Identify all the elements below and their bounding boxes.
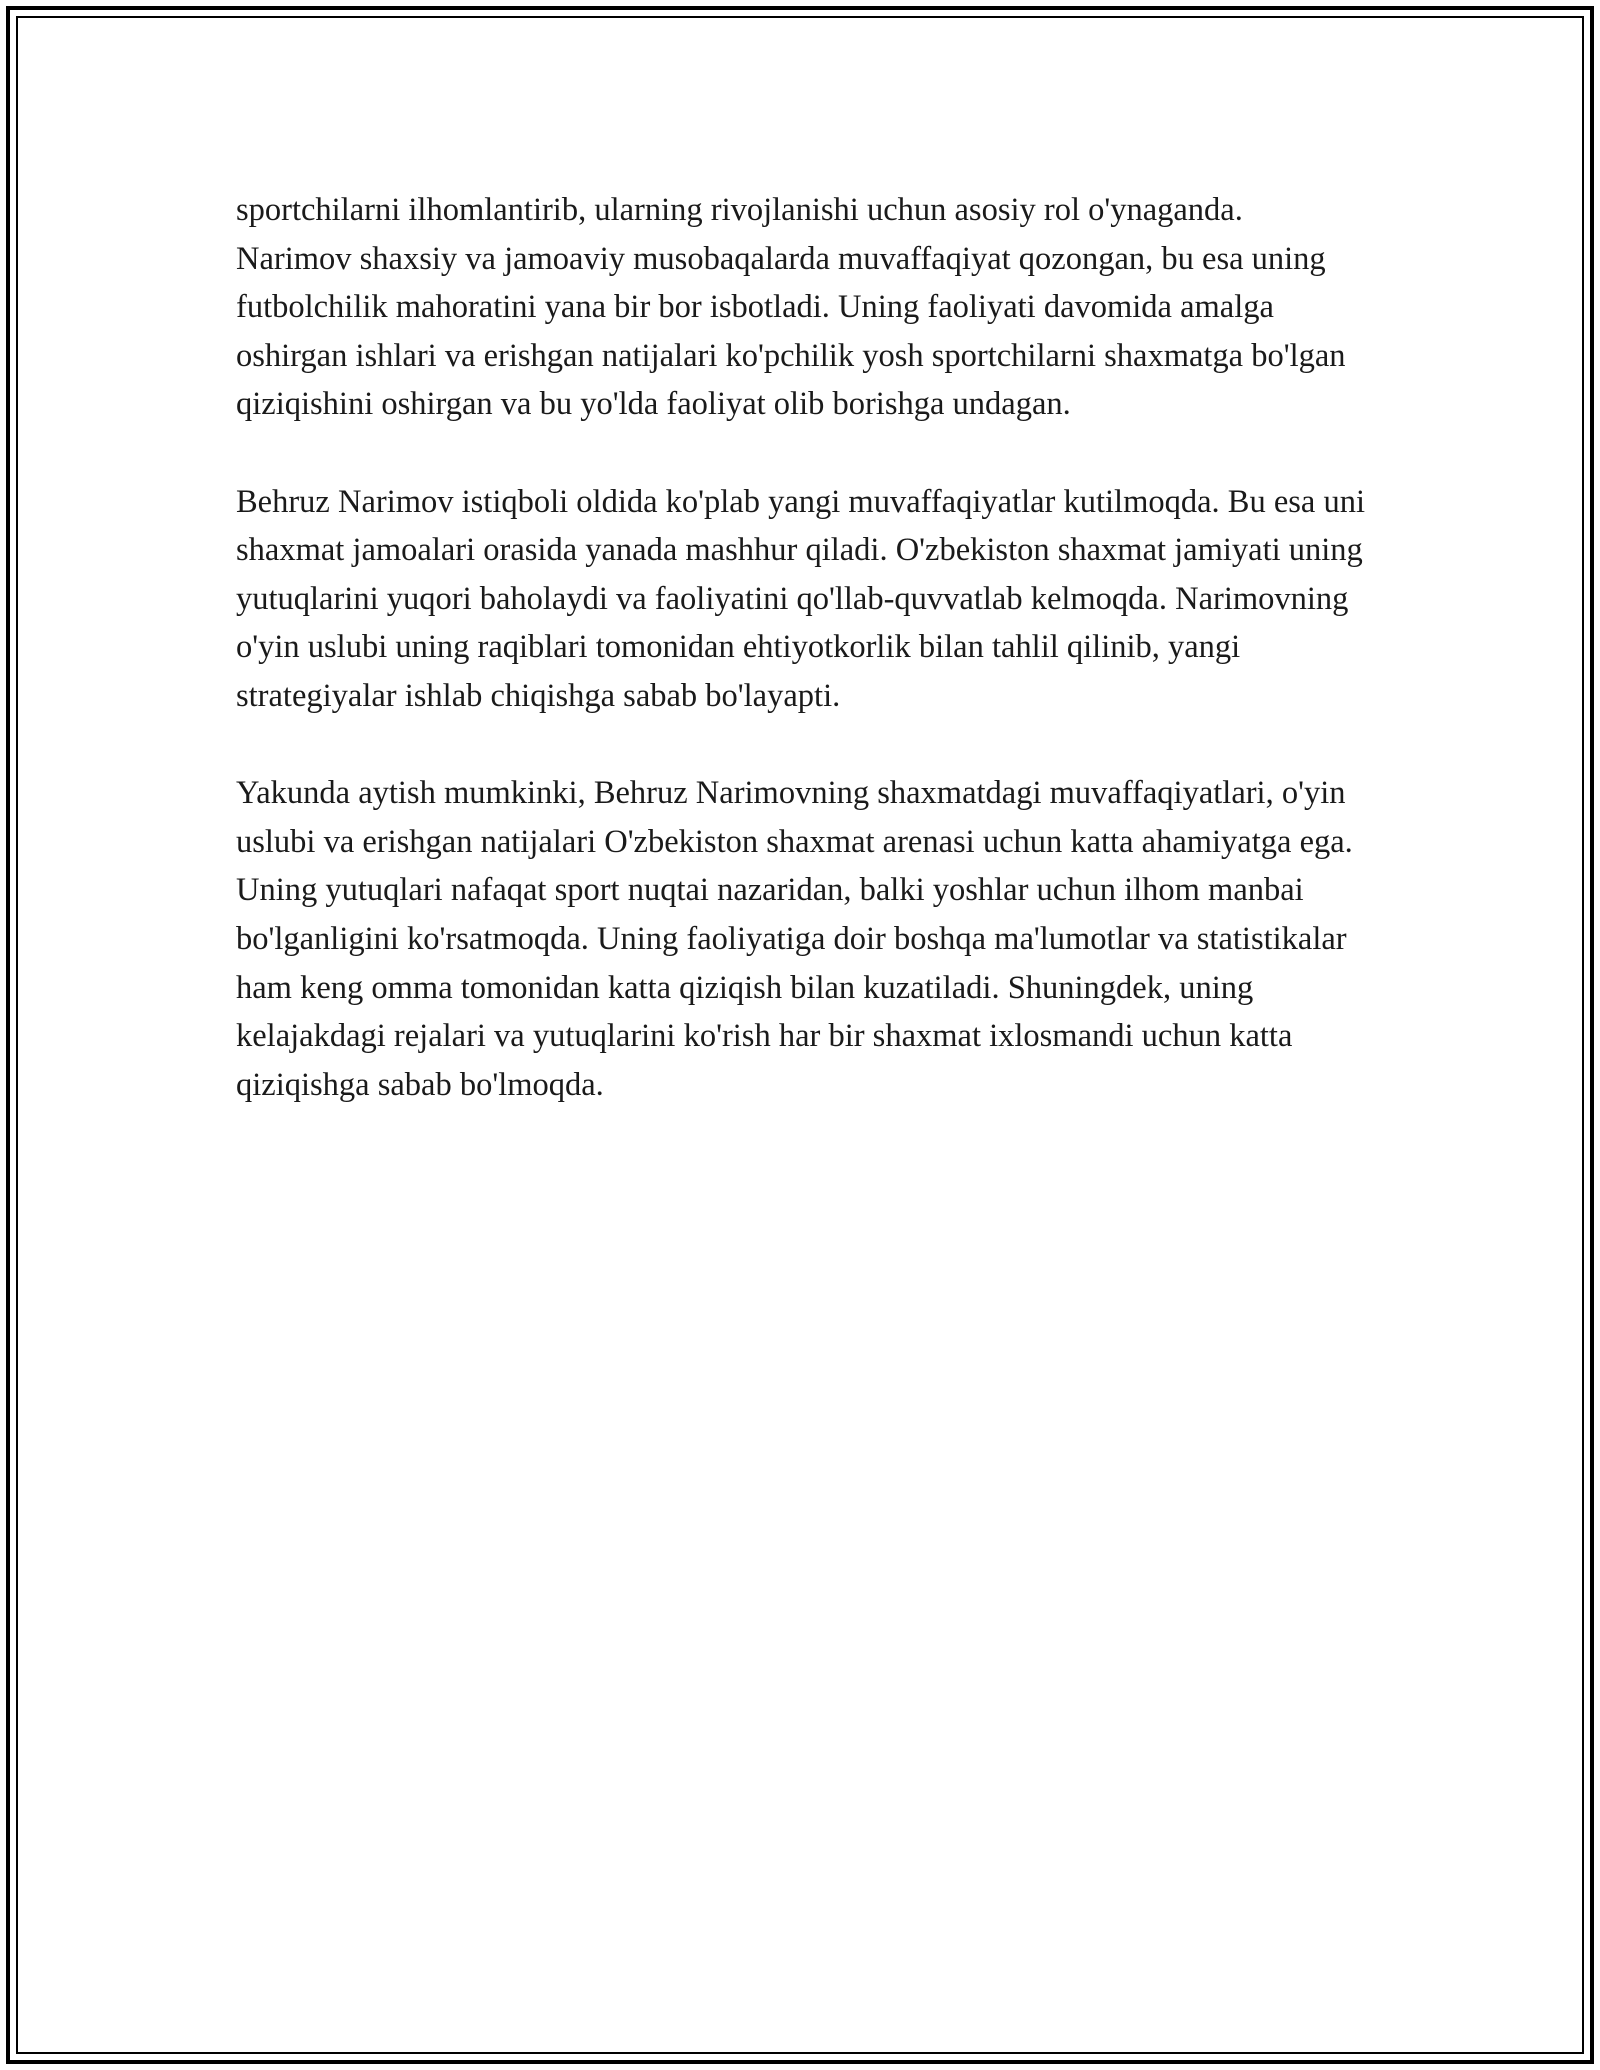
paragraph-1: sportchilarni ilhomlantirib, ularning rivojlanishi uchun asosiy rol o'ynaganda. Narimov shaxsiy va jamoaviy musobaqalarda muvaffaqiyat qozongan, bu esa uning futbolchilik mahoratini yana bir bor isbotladi. Uning faoliyati davomida amalga oshirgan ishlari va erishgan natijalari ko'pchilik yosh sportchilarni shaxmatga bo'lgan qiziqishini oshirgan va bu yo'lda faoliyat olib borishga undagan. xyxy=(236,192,1346,423)
paragraph-3: Yakunda aytish mumkinki, Behruz Narimovning shaxmatdagi muvaffaqiyatlari, o'yin uslubi va erishgan natijalari O'zbekiston shaxmat arenasi uchun katta ahamiyatga ega. Uning yutuqlari nafaqat sport nuqtai nazaridan, balki yoshlar uchun ilhom manbai bo'lganligini ko'rsatmoqda. Uning faoliyatiga doir boshqa ma'lumotlar va statistikalar ham keng omma tomonidan katta qiziqish bilan kuzatiladi. Shuningdek, uning kelajakdagi rejalari va yutuqlarini ko'rish har bir shaxmat ixlosmandi uchun katta qiziqishga sabab bo'lmoqda. xyxy=(236,775,1353,1103)
document-body xyxy=(236,186,1366,1158)
paragraph-2: Behruz Narimov istiqboli oldida ko'plab yangi muvaffaqiyatlar kutilmoqda. Bu esa uni shaxmat jamoalari orasida yanada mashhur qiladi. O'zbekiston shaxmat jamiyati uning yutuqlarini yuqori baholaydi va faoliyatini qo'llab-quvvatlab kelmoqda. Narimovning o'yin uslubi uning raqiblari tomonidan ehtiyotkorlik bilan tahlil qilinib, yangi strategiyalar ishlab chiqishga sabab bo'layapti. xyxy=(236,483,1365,714)
